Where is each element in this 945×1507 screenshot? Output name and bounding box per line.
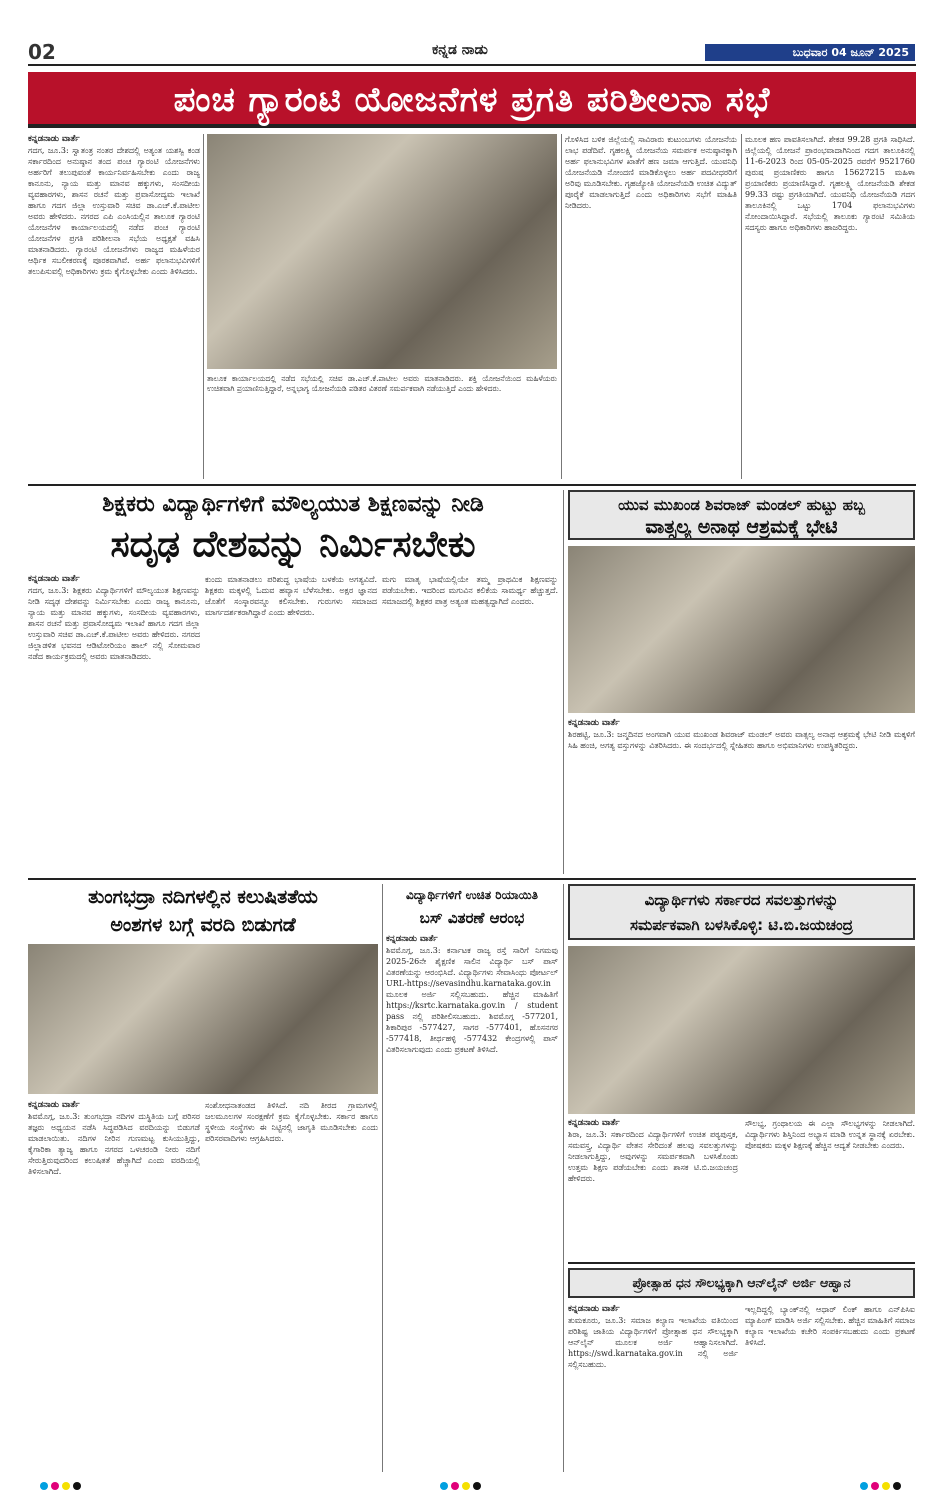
column-divider [382,884,383,1472]
story6-headline-2: ಸಮರ್ಪಕವಾಗಿ ಬಳಸಿಕೊಳ್ಳಿ: ಟಿ.ಬಿ.ಜಯಚಂದ್ರ [630,916,853,934]
date-bar: ಬುಧವಾರ 04 ಜೂನ್ 2025 [705,44,915,61]
column-divider [741,134,742,479]
story6-text-1: ಶಿರಾ, ಜೂ.3: ಸರ್ಕಾರದಿಂದ ವಿದ್ಯಾರ್ಥಿಗಳಿಗೆ ಉಚಿತ ಪಠ್ಯಪುಸ್ತಕ, ಸಮವಸ್ತ್ರ, ವಿದ್ಯಾರ್ಥಿ ವೇತನ ಸೇರಿದಂತೆ ಹಲವು ಸವಲತ್ತುಗಳನ್ನು ನೀಡಲಾಗುತ್ತಿದ್ದು, ಅವುಗಳನ್ನು ಸಮರ್ಪಕವಾಗಿ ಬಳಸಿಕೊಂಡು ಉತ್ತಮ ಶಿಕ್ಷಣ ಪಡೆಯಬೇಕು ಎಂದು ಶಾಸಕ ಟಿ.ಬಿ.ಜಯಚಂದ್ರ ಹೇಳಿದರು. [568,1130,738,1183]
story5-headline-2: ಬಸ್ ವಿತರಣೆ ಆರಂಭ [419,909,525,927]
story4-text-1: ಶಿವಮೊಗ್ಗ, ಜೂ.3: ತುಂಗಭದ್ರಾ ನದಿಗಳ ದುಸ್ಥಿತಿಯ ಬಗ್ಗೆ ಪರಿಸರ ತಜ್ಞರು ಅಧ್ಯಯನ ನಡೆಸಿ ಸಿದ್ಧಪಡಿಸಿದ ವರದಿಯನ್ನು ಬಿಡುಗಡೆ ಮಾಡಲಾಯಿತು. ನದಿಗಳ ನೀರಿನ ಗುಣಮಟ್ಟ ಕುಸಿಯುತ್ತಿದ್ದು, ಕೈಗಾರಿಕಾ ತ್ಯಾಜ್ಯ ಹಾಗೂ ನಗರದ ಒಳಚರಂಡಿ ನೀರು ನದಿಗೆ ಸೇರುತ್ತಿರುವುದರಿಂದ ಕಲುಷಿತತೆ ಹೆಚ್ಚಾಗಿದೆ ಎಂದು ವರದಿಯಲ್ಲಿ ತಿಳಿಸಲಾಗಿದೆ. [28,1112,200,1176]
story7-byline: ಕನ್ನಡನಾಡು ವಾರ್ತೆ [568,1304,620,1314]
story2-column-3: ಮಗು ಮಾತೃ ಭಾಷೆಯಲ್ಲಿಯೇ ತಮ್ಮ ಪ್ರಾಥಮಿಕ ಶಿಕ್ಷಣವನ್ನು ಪಡೆಯಬೇಕು. ಇದರಿಂದ ಮಗುವಿನ ಕಲಿಕೆಯ ಸಾಮರ್ಥ್ಯ ಹೆಚ್ಚುತ್ತದೆ. ಸಮಾಜದಲ್ಲಿ ಶಿಕ್ಷಕರ ಪಾತ್ರ ಅತ್ಯಂತ ಮಹತ್ವದ್ದಾಗಿದೆ ಎಂದರು. [382,575,558,606]
section-rule [28,484,916,486]
column-divider [563,884,564,1472]
story3-headline-2: ವಾತ್ಸಲ್ಯ ಅನಾಥ ಆಶ್ರಮಕ್ಕೆ ಭೇಟಿ [645,516,838,538]
story6-headline-box [568,884,915,940]
story1-text-2: ತಾಲೂಕ ಕಾರ್ಯಾಲಯದಲ್ಲಿ ನಡೆದ ಸಭೆಯಲ್ಲಿ ಸಚಿವ ಡಾ.ಎಚ್.ಕೆ.ಪಾಟೀಲ ಅವರು ಮಾತನಾಡಿದರು. ಶಕ್ತಿ ಯೋಜನೆಯಿಂದ ಮಹಿಳೆಯರು ಉಚಿತವಾಗಿ ಪ್ರಯಾಣಿಸುತ್ತಿದ್ದಾರೆ, ಅನ್ನಭಾಗ್ಯ ಯೋಜನೆಯಡಿ ಪಡಿತರ ವಿತರಣೆ ಸಮರ್ಪಕವಾಗಿ ನಡೆಯುತ್ತಿದೆ ಎಂದು ಹೇಳಿದರು. [207,374,557,393]
meeting-photo [207,134,557,369]
story4-headline-1: ತುಂಗಭದ್ರಾ ನದಿಗಳಲ್ಲಿನ ಕಲುಷಿತತೆಯ [88,886,318,908]
print-registration-marks [860,1478,904,1494]
story4-headline-2: ಅಂಶಗಳ ಬಗ್ಗೆ ವರದಿ ಬಿಡುಗಡೆ [110,914,296,936]
story3-text: ಶಿರಹಟ್ಟಿ, ಜೂ.3: ಜನ್ಮದಿನದ ಅಂಗವಾಗಿ ಯುವ ಮುಖಂಡ ಶಿವರಾಜ್ ಮಂಡಲ್ ಅವರು ವಾತ್ಸಲ್ಯ ಅನಾಥ ಆಶ್ರಮಕ್ಕೆ ಭೇಟಿ ನೀಡಿ ಮಕ್ಕಳಿಗೆ ಸಿಹಿ ಹಂಚಿ, ಅಗತ್ಯ ವಸ್ತುಗಳನ್ನು ವಿತರಿಸಿದರು. ಈ ಸಂದರ್ಭದಲ್ಲಿ ಸ್ನೇಹಿತರು ಹಾಗೂ ಅಭಿಮಾನಿಗಳು ಉಪಸ್ಥಿತರಿದ್ದರು. [568,730,915,750]
print-registration-marks [440,1478,484,1494]
story3-headline-box [568,490,915,540]
column-divider [561,134,562,479]
story2-text-1: ಗದಗ, ಜೂ.3: ಶಿಕ್ಷಕರು ವಿದ್ಯಾರ್ಥಿಗಳಿಗೆ ಮೌಲ್ಯಯುತ ಶಿಕ್ಷಣವನ್ನು ನೀಡಿ ಸದೃಢ ದೇಶವನ್ನು ನಿರ್ಮಿಸಬೇಕು ಎಂದು ರಾಜ್ಯ ಕಾನೂನು, ನ್ಯಾಯ ಮತ್ತು ಮಾನವ ಹಕ್ಕುಗಳು, ಸಂಸದೀಯ ವ್ಯವಹಾರಗಳು, ಶಾಸನ ರಚನೆ ಮತ್ತು ಪ್ರವಾಸೋದ್ಯಮ ಇಲಾಖೆ ಹಾಗೂ ಗದಗ ಜಿಲ್ಲಾ ಉಸ್ತುವಾರಿ ಸಚಿವ ಡಾ.ಎಚ್.ಕೆ.ಪಾಟೀಲ ಅವರು ಹೇಳಿದರು. ನಗರದ ಜಿಲ್ಲಾಡಳಿತ ಭವನದ ಆಡಿಟೋರಿಯಂ ಹಾಲ್ ನಲ್ಲಿ ಸೋಮವಾರ ನಡೆದ ಕಾರ್ಯಕ್ರಮದಲ್ಲಿ ಅವರು ಮಾತನಾಡಿದರು. [28,586,200,661]
story5-text: ಶಿವಮೊಗ್ಗ, ಜೂ.3: ಕರ್ನಾಟಕ ರಾಜ್ಯ ರಸ್ತೆ ಸಾರಿಗೆ ನಿಗಮವು 2025-26ನೇ ಶೈಕ್ಷಣಿಕ ಸಾಲಿನ ವಿದ್ಯಾರ್ಥಿ ಬಸ್ ಪಾಸ್ ವಿತರಣೆಯನ್ನು ಆರಂಭಿಸಿದೆ. ವಿದ್ಯಾರ್ಥಿಗಳು ಸೇವಾಸಿಂಧು ಪೋರ್ಟಲ್ URL-https://sevasindhu.karnataka.gov.in ಮೂಲಕ ಅರ್ಜಿ ಸಲ್ಲಿಸಬಹುದು. ಹೆಚ್ಚಿನ ಮಾಹಿತಿಗೆ https://ksrtc.karnataka.gov.in / student pass ನಲ್ಲಿ ಪರಿಶೀಲಿಸಬಹುದು. ಶಿವಮೊಗ್ಗ -577201, ಶಿಕಾರಿಪುರ -577427, ಸಾಗರ -577401, ಹೊಸನಗರ -577418, ತೀರ್ಥಹಳ್ಳಿ -577432 ಕೇಂದ್ರಗಳಲ್ಲಿ ಪಾಸ್ ವಿತರಿಸಲಾಗುವುದು ಎಂದು ಪ್ರಕಟಣೆ ತಿಳಿಸಿದೆ. [386,946,558,1054]
print-registration-marks [40,1478,84,1494]
story7-headline: ಪ್ರೋತ್ಸಾಹ ಧನ ಸೌಲಭ್ಯಕ್ಕಾಗಿ ಆನ್‌ಲೈನ್ ಅರ್ಜಿ ಆಹ್ವಾನ [568,1268,915,1298]
story4-column-1 [28,1100,200,1472]
banner-headline: ಪಂಚ ಗ್ಯಾರಂಟಿ ಯೋಜನೆಗಳ ಪ್ರಗತಿ ಪರಿಶೀಲನಾ ಸಭೆ [28,72,916,128]
masthead-logo: ಕನ್ನಡ ನಾಡು [432,42,488,58]
story6-column-2: ಸೌಲಭ್ಯ, ಗ್ರಂಥಾಲಯ ಈ ಎಲ್ಲಾ ಸೌಲಭ್ಯಗಳನ್ನು ನೀಡಲಾಗಿದೆ. ವಿದ್ಯಾರ್ಥಿಗಳು ಶಿಸ್ತಿನಿಂದ ಅಭ್ಯಾಸ ಮಾಡಿ ಉನ್ನತ ಸ್ಥಾನಕ್ಕೆ ಏರಬೇಕು. ಪೋಷಕರು ಮಕ್ಕಳ ಶಿಕ್ಷಣಕ್ಕೆ ಹೆಚ್ಚಿನ ಆದ್ಯತೆ ನೀಡಬೇಕು ಎಂದರು. [745,1119,915,1150]
section-rule [28,878,916,880]
column-divider [563,490,564,874]
story2-headline-2: ಸದೃಢ ದೇಶವನ್ನು ನಿರ್ಮಿಸಬೇಕು [110,524,476,565]
event-photo [568,946,915,1114]
story1-column-1 [28,134,200,479]
story5-column [386,934,558,1472]
column-divider [203,134,204,479]
section-rule [568,1262,915,1264]
header-rule [28,64,916,66]
story1-column-3: ಗೊಳಿಸಿದ ಬಳಿಕ ಜಿಲ್ಲೆಯಲ್ಲಿ ಸಾವಿರಾರು ಕುಟುಂಬಗಳು ಯೋಜನೆಯ ಲಾಭ ಪಡೆದಿವೆ. ಗೃಹಲಕ್ಷ್ಮಿ ಯೋಜನೆಯ ಸಮರ್ಪಕ ಅನುಷ್ಠಾನಕ್ಕಾಗಿ ಅರ್ಹ ಫಲಾನುಭವಿಗಳ ಖಾತೆಗೆ ಹಣ ಜಮಾ ಆಗುತ್ತಿದೆ. ಯುವನಿಧಿ ಯೋಜನೆಯಡಿ ನೋಂದಣಿ ಮಾಡಿಕೊಳ್ಳಲು ಅರ್ಹ ಪದವೀಧರರಿಗೆ ಅರಿವು ಮೂಡಿಸಬೇಕು. ಗೃಹಜ್ಯೋತಿ ಯೋಜನೆಯಡಿ ಉಚಿತ ವಿದ್ಯುತ್ ಪೂರೈಕೆ ಮಾಡಲಾಗುತ್ತಿದೆ ಎಂದು ಅಧಿಕಾರಿಗಳು ಸಭೆಗೆ ಮಾಹಿತಿ ನೀಡಿದರು. [565,135,737,210]
story4-column-2: ಸಂಶೋಧನಾತಂಡದ ತಿಳಿಸಿದೆ. ನದಿ ತೀರದ ಗ್ರಾಮಗಳಲ್ಲಿ ಜಲಮೂಲಗಳ ಸಂರಕ್ಷಣೆಗೆ ಕ್ರಮ ಕೈಗೊಳ್ಳಬೇಕು. ಸರ್ಕಾರ ಹಾಗೂ ಸ್ಥಳೀಯ ಸಂಸ್ಥೆಗಳು ಈ ನಿಟ್ಟಿನಲ್ಲಿ ಜಾಗೃತಿ ಮೂಡಿಸಬೇಕು ಎಂದು ಪರಿಸರವಾದಿಗಳು ಆಗ್ರಹಿಸಿದರು. [205,1101,378,1143]
story6-headline-1: ವಿದ್ಯಾರ್ಥಿಗಳು ಸರ್ಕಾರದ ಸವಲತ್ತುಗಳನ್ನು [644,891,839,909]
story5-headline-1: ವಿದ್ಯಾರ್ಥಿಗಳಿಗೆ ಉಚಿತ ರಿಯಾಯಿತಿ [406,888,538,902]
page-number: 02 [28,40,56,64]
story4-byline: ಕನ್ನಡನಾಡು ವಾರ್ತೆ [28,1100,80,1110]
story1-text-1: ಗದಗ, ಜೂ.3: ಸ್ವಾತಂತ್ರ ನಂತರ ದೇಶದಲ್ಲಿ ಅತ್ಯಂತ ಯಶಸ್ವಿ ಕಂಡ ಸರ್ಕಾರದಿಂದ ಅನುಷ್ಠಾನ ತಂದ ಪಂಚ ಗ್ಯಾರಂಟಿ ಯೋಜನೆಗಳು ಅರ್ಹರಿಗೆ ತಲುಪುವಂತೆ ಕಾರ್ಯನಿರ್ವಹಿಸಬೇಕು ಎಂದು ರಾಜ್ಯ ಕಾನೂನು, ನ್ಯಾಯ ಮತ್ತು ಮಾನವ ಹಕ್ಕುಗಳು, ಸಂಸದೀಯ ವ್ಯವಹಾರಗಳು, ಶಾಸನ ರಚನೆ ಮತ್ತು ಪ್ರವಾಸೋದ್ಯಮ ಇಲಾಖೆ ಹಾಗೂ ಗದಗ ಜಿಲ್ಲಾ ಉಸ್ತುವಾರಿ ಸಚಿವ ಡಾ.ಎಚ್.ಕೆ.ಪಾಟೀಲ ಅವರು ಹೇಳಿದರು. ನಗರದ ಎಪಿ ಎಂಸಿಯಲ್ಲಿನ ತಾಲೂಕ ಗ್ಯಾರಂಟಿ ಯೋಜನೆಗಳ ಕಾರ್ಯಾಲಯದಲ್ಲಿ ನಡೆದ ಪಂಚ ಗ್ಯಾರಂಟಿ ಯೋಜನೆಗಳ ಪ್ರಗತಿ ಪರಿಶೀಲನಾ ಸಭೆಯ ಅಧ್ಯಕ್ಷತೆ ವಹಿಸಿ ಮಾತನಾಡಿದರು. ಗ್ಯಾರಂಟಿ ಯೋಜನೆಗಳು ರಾಜ್ಯದ ಮಹಿಳೆಯರ ಆರ್ಥಿಕ ಸಬಲೀಕರಣಕ್ಕೆ ಪೂರಕವಾಗಿವೆ. ಅರ್ಹ ಫಲಾನುಭವಿಗಳಿಗೆ ತಲುಪಿಸುವಲ್ಲಿ ಅಧಿಕಾರಿಗಳು ಕ್ರಮ ಕೈಗೊಳ್ಳಬೇಕು ಎಂದು ತಿಳಿಸಿದರು. [28,146,200,276]
story3-headline-1: ಯುವ ಮುಖಂಡ ಶಿವರಾಜ್ ಮಂಡಲ್ ಹುಟ್ಟು ಹಬ್ಬ [618,496,865,514]
story2-column-1 [28,574,200,874]
story5-byline: ಕನ್ನಡನಾಡು ವಾರ್ತೆ [386,934,438,944]
story7-column-1 [568,1304,738,1472]
story3-column [568,718,915,874]
story6-column-1 [568,1118,738,1258]
story7-column-2: ಇಲ್ಲದಿದ್ದಲ್ಲಿ ಬ್ಯಾಂಕ್‌ನಲ್ಲಿ ಆಧಾರ್ ಲಿಂಕ್ ಹಾಗೂ ಎನ್‌ಪಿಸಿಐ ಮ್ಯಾಪಿಂಗ್ ಮಾಡಿಸಿ ಅರ್ಜಿ ಸಲ್ಲಿಸಬೇಕು. ಹೆಚ್ಚಿನ ಮಾಹಿತಿಗೆ ಸಮಾಜ ಕಲ್ಯಾಣ ಇಲಾಖೆಯ ಕಚೇರಿ ಸಂಪರ್ಕಿಸಬಹುದು ಎಂದು ಪ್ರಕಟಣೆ ತಿಳಿಸಿದೆ. [745,1305,915,1347]
ashram-visit-photo [568,546,915,713]
report-release-photo [28,944,378,1094]
story2-headline-1: ಶಿಕ್ಷಕರು ವಿದ್ಯಾರ್ಥಿಗಳಿಗೆ ಮೌಲ್ಯಯುತ ಶಿಕ್ಷಣವನ್ನು ನೀಡಿ [102,492,484,517]
story3-byline: ಕನ್ನಡನಾಡು ವಾರ್ತೆ [568,718,620,728]
story2-byline: ಕನ್ನಡನಾಡು ವಾರ್ತೆ [28,574,80,584]
story2-column-2: ಕುಂದು ಮಾತನಾಡಲು ಪರಿಶುದ್ಧ ಭಾಷೆಯ ಬಳಕೆಯ ಅಗತ್ಯವಿದೆ. ಶಿಕ್ಷಕರು ಮಕ್ಕಳಲ್ಲಿ ಓದುವ ಹವ್ಯಾಸ ಬೆಳೆಸಬೇಕು. ಅಕ್ಷರ ಜ್ಞಾನದ ಜೊತೆಗೆ ಸಂಸ್ಕಾರವನ್ನೂ ಕಲಿಸಬೇಕು. ಗುರುಗಳು ಸಮಾಜದ ಮಾರ್ಗದರ್ಶಕರಾಗಿದ್ದಾರೆ ಎಂದು ಹೇಳಿದರು. [205,575,377,617]
story7-text-1: ತುಮಕೂರು, ಜೂ.3: ಸಮಾಜ ಕಲ್ಯಾಣ ಇಲಾಖೆಯ ವತಿಯಿಂದ ಪರಿಶಿಷ್ಟ ಜಾತಿಯ ವಿದ್ಯಾರ್ಥಿಗಳಿಗೆ ಪ್ರೋತ್ಸಾಹ ಧನ ಸೌಲಭ್ಯಕ್ಕಾಗಿ ಆನ್‌ಲೈನ್ ಮೂಲಕ ಅರ್ಜಿ ಆಹ್ವಾನಿಸಲಾಗಿದೆ. https://swd.karnataka.gov.in ನಲ್ಲಿ ಅರ್ಜಿ ಸಲ್ಲಿಸಬಹುದು. [568,1316,738,1369]
story1-byline: ಕನ್ನಡನಾಡು ವಾರ್ತೆ [28,134,80,144]
story6-byline: ಕನ್ನಡನಾಡು ವಾರ್ತೆ [568,1118,620,1128]
story1-column-4: ಮೂಲಕ ಹಣ ಪಾವತಿಸಲಾಗಿದೆ. ಶೇಕಡ 99.28 ಪ್ರಗತಿ ಸಾಧಿಸಿದೆ. ಜಿಲ್ಲೆಯಲ್ಲಿ ಯೋಜನೆ ಪ್ರಾರಂಭವಾದಾಗಿನಿಂದ ಗದಗ ತಾಲೂಕಿನಲ್ಲಿ 11-6-2023 ರಿಂದ 05-05-2025 ರವರೆಗೆ 9521760 ಪುರುಷ ಪ್ರಯಾಣಿಕರು ಹಾಗೂ 15627215 ಮಹಿಳಾ ಪ್ರಯಾಣಿಕರು ಪ್ರಯಾಣಿಸಿದ್ದಾರೆ. ಗೃಹಲಕ್ಷ್ಮಿ ಯೋಜನೆಯಡಿ ಶೇಕಡ 99.33 ರಷ್ಟು ಪ್ರಗತಿಯಾಗಿದೆ. ಯುವನಿಧಿ ಯೋಜನೆಯಡಿ ಗದಗ ತಾಲೂಕಿನಲ್ಲಿ ಒಟ್ಟು 1704 ಫಲಾನುಭವಿಗಳು ನೋಂದಾಯಿಸಿದ್ದಾರೆ. ಸಭೆಯಲ್ಲಿ ತಾಲೂಕು ಗ್ಯಾರಂಟಿ ಸಮಿತಿಯ ಸದಸ್ಯರು ಹಾಗೂ ಅಧಿಕಾರಿಗಳು ಹಾಜರಿದ್ದರು. [745,135,915,232]
